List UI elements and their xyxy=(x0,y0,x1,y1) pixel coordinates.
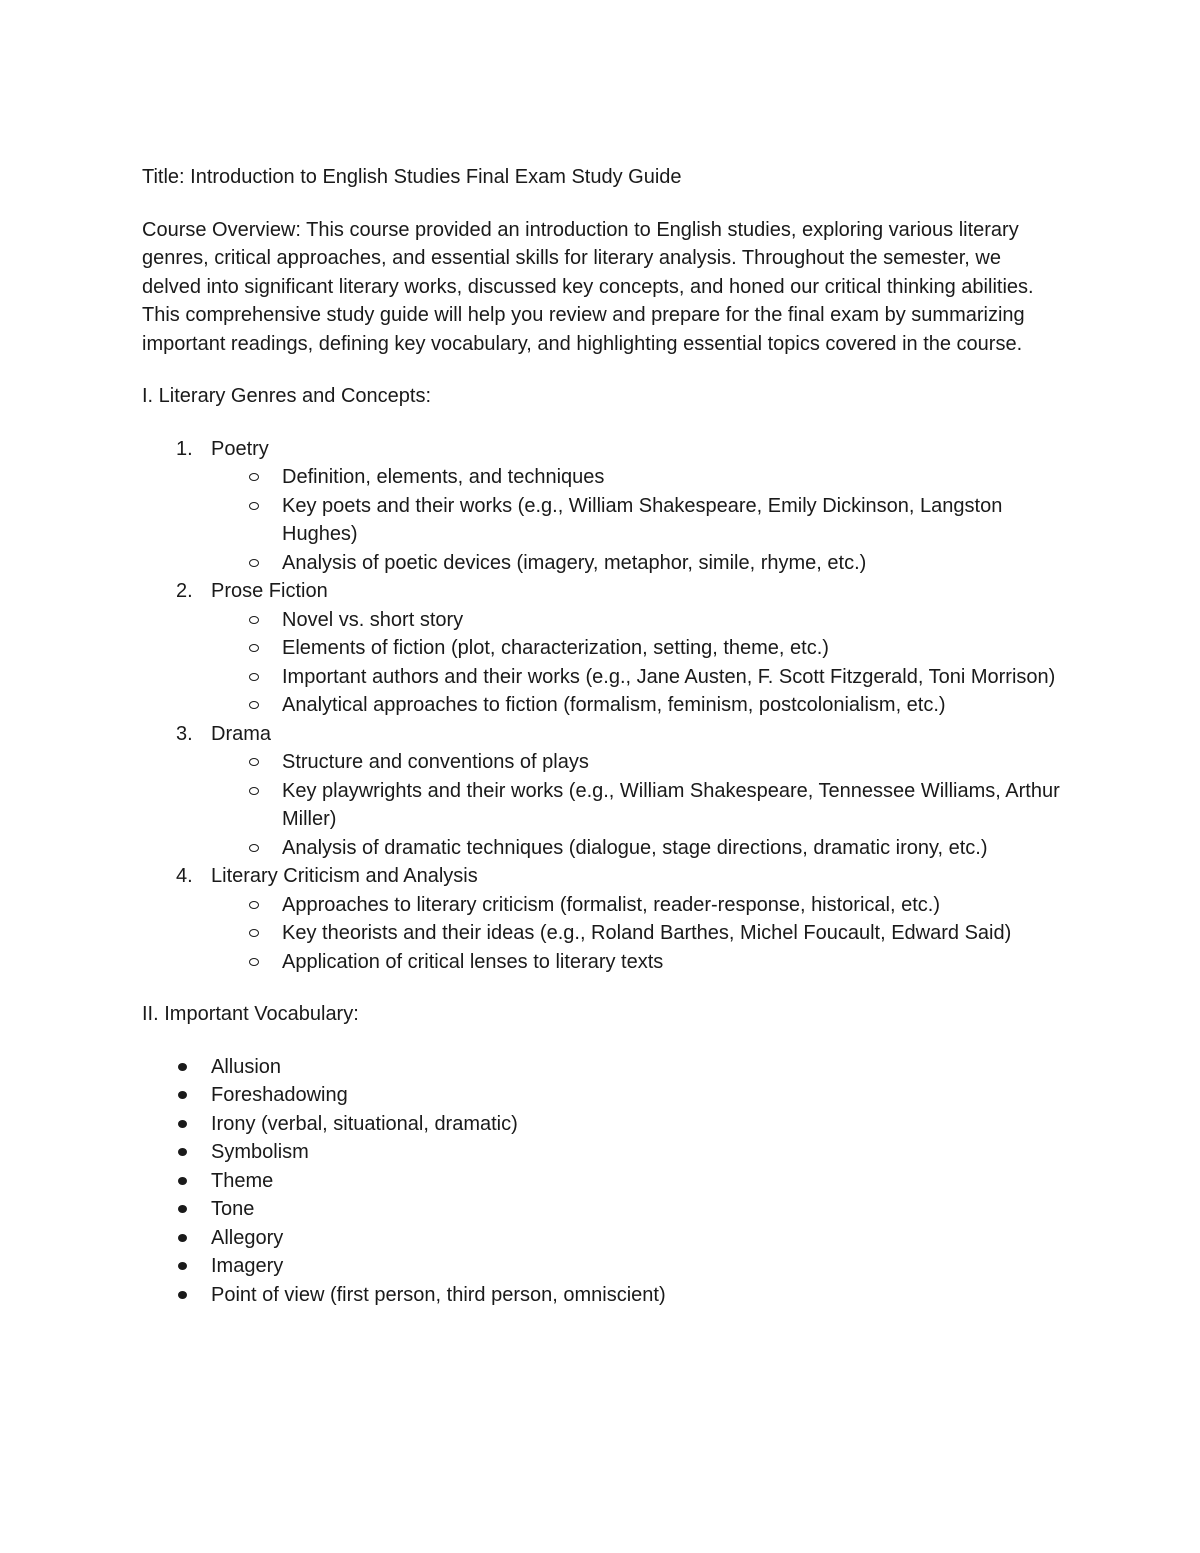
filled-dot-bullet-icon xyxy=(178,1148,187,1156)
vocabulary-term: Point of view (first person, third person, omniscient) xyxy=(211,1283,666,1306)
filled-dot-bullet-icon xyxy=(178,1234,187,1242)
genre-label: Poetry xyxy=(211,437,269,460)
course-overview-paragraph: Course Overview: This course provided an introduction to English studies, exploring various literary genres, critical approaches, and essential skills for literary analysis. Throughout the semester, we delved into significant literary works, discussed key concepts, and honed our critical thinking abilities. This comprehensive study guide will help you review and prepare for the final exam by summarizing important readings, defining key vocabulary, and highlighting essential topics covered in the course. xyxy=(142,218,1034,355)
genre-subitem-text: Key playwrights and their works (e.g., William Shakespeare, Tennessee Williams, Arthur Miller) xyxy=(282,779,1060,830)
genre-subitem xyxy=(142,691,1062,720)
hollow-circle-bullet-icon xyxy=(249,502,259,510)
section-heading-vocabulary: II. Important Vocabulary: xyxy=(142,1003,359,1025)
hollow-circle-bullet-icon xyxy=(249,901,259,909)
genre-subitem-text: Key theorists and their ideas (e.g., Roland Barthes, Michel Foucault, Edward Said) xyxy=(282,922,1012,944)
genre-subitem-text: Novel vs. short story xyxy=(282,608,464,631)
hollow-circle-bullet-icon xyxy=(249,473,259,481)
genre-subitem-text: Application of critical lenses to literary texts xyxy=(282,950,664,973)
genre-subitem xyxy=(142,634,1062,663)
filled-dot-bullet-icon xyxy=(178,1120,187,1128)
vocabulary-term: Irony (verbal, situational, dramatic) xyxy=(211,1112,518,1135)
list-number: 4. xyxy=(176,865,193,887)
vocabulary-term: Tone xyxy=(211,1198,255,1220)
filled-dot-bullet-icon xyxy=(178,1291,187,1299)
hollow-circle-bullet-icon xyxy=(249,958,259,966)
vocabulary-list-item xyxy=(142,1224,1062,1253)
document-title: Title: Introduction to English Studies Final Exam Study Guide xyxy=(142,166,682,188)
hollow-circle-bullet-icon xyxy=(249,644,259,652)
vocabulary-term: Theme xyxy=(211,1169,274,1192)
genre-subitem xyxy=(142,748,1062,777)
genre-subitem xyxy=(142,606,1062,635)
hollow-circle-bullet-icon xyxy=(249,616,259,624)
document-page xyxy=(142,163,1062,1309)
filled-dot-bullet-icon xyxy=(178,1091,187,1099)
vocabulary-term: Symbolism xyxy=(211,1141,309,1163)
genre-subitem-text: Analysis of poetic devices (imagery, metaphor, simile, rhyme, etc.) xyxy=(282,551,867,574)
vocabulary-list-item xyxy=(142,1195,1062,1224)
genre-subitem-text: Important authors and their works (e.g., Jane Austen, F. Scott Fitzgerald, Toni Morrison) xyxy=(282,665,1056,688)
genre-subitems-list xyxy=(211,891,1062,977)
genre-subitem-text: Analysis of dramatic techniques (dialogue, stage directions, dramatic irony, etc.) xyxy=(282,836,988,859)
genre-subitems-list xyxy=(211,463,1062,577)
list-number: 3. xyxy=(176,722,193,745)
genre-subitem-text: Structure and conventions of plays xyxy=(282,751,589,773)
genre-subitem xyxy=(142,891,1062,920)
genre-subitem xyxy=(142,948,1062,977)
vocabulary-term: Foreshadowing xyxy=(211,1084,348,1106)
vocabulary-list-item xyxy=(142,1281,1062,1310)
genre-label: Prose Fiction xyxy=(211,580,328,602)
vocabulary-term: Imagery xyxy=(211,1255,284,1277)
filled-dot-bullet-icon xyxy=(178,1262,187,1270)
hollow-circle-bullet-icon xyxy=(249,701,259,709)
genre-list-item xyxy=(142,720,1062,863)
genre-subitem-text: Analytical approaches to fiction (formalism, feminism, postcolonialism, etc.) xyxy=(282,694,946,716)
genre-list-item xyxy=(142,435,1062,578)
genre-subitem xyxy=(142,663,1062,692)
genre-subitem xyxy=(142,919,1062,948)
genre-subitems-list xyxy=(211,748,1062,862)
vocabulary-list-item xyxy=(142,1252,1062,1281)
vocabulary-list-item xyxy=(142,1053,1062,1082)
literary-genres-list xyxy=(142,435,1062,977)
hollow-circle-bullet-icon xyxy=(249,844,259,852)
genre-subitem xyxy=(142,777,1062,834)
genre-subitem xyxy=(142,549,1062,578)
genre-list-item xyxy=(142,862,1062,976)
list-number: 2. xyxy=(176,580,193,602)
hollow-circle-bullet-icon xyxy=(249,758,259,766)
vocabulary-list-item xyxy=(142,1138,1062,1167)
vocabulary-list xyxy=(142,1053,1062,1310)
genre-subitem-text: Elements of fiction (plot, characterization, setting, theme, etc.) xyxy=(282,637,829,659)
hollow-circle-bullet-icon xyxy=(249,929,259,937)
filled-dot-bullet-icon xyxy=(178,1177,187,1185)
vocabulary-list-item xyxy=(142,1167,1062,1196)
genre-subitems-list xyxy=(211,606,1062,720)
section-heading-literary-genres: I. Literary Genres and Concepts: xyxy=(142,385,432,407)
genre-subitem xyxy=(142,834,1062,863)
genre-label: Literary Criticism and Analysis xyxy=(211,865,478,887)
genre-list-item xyxy=(142,577,1062,720)
genre-subitem-text: Definition, elements, and techniques xyxy=(282,466,605,488)
genre-subitem-text: Key poets and their works (e.g., William Shakespeare, Emily Dickinson, Langston Hughes) xyxy=(282,494,1003,545)
genre-subitem xyxy=(142,463,1062,492)
hollow-circle-bullet-icon xyxy=(249,787,259,795)
filled-dot-bullet-icon xyxy=(178,1205,187,1213)
genre-subitem xyxy=(142,492,1062,549)
hollow-circle-bullet-icon xyxy=(249,673,259,681)
genre-subitem-text: Approaches to literary criticism (formalist, reader-response, historical, etc.) xyxy=(282,893,940,916)
vocabulary-term: Allusion xyxy=(211,1055,282,1078)
vocabulary-list-item xyxy=(142,1110,1062,1139)
vocabulary-list-item xyxy=(142,1081,1062,1110)
vocabulary-term: Allegory xyxy=(211,1226,284,1249)
list-number: 1. xyxy=(176,437,193,460)
hollow-circle-bullet-icon xyxy=(249,559,259,567)
genre-label: Drama xyxy=(211,722,272,745)
filled-dot-bullet-icon xyxy=(178,1063,187,1071)
